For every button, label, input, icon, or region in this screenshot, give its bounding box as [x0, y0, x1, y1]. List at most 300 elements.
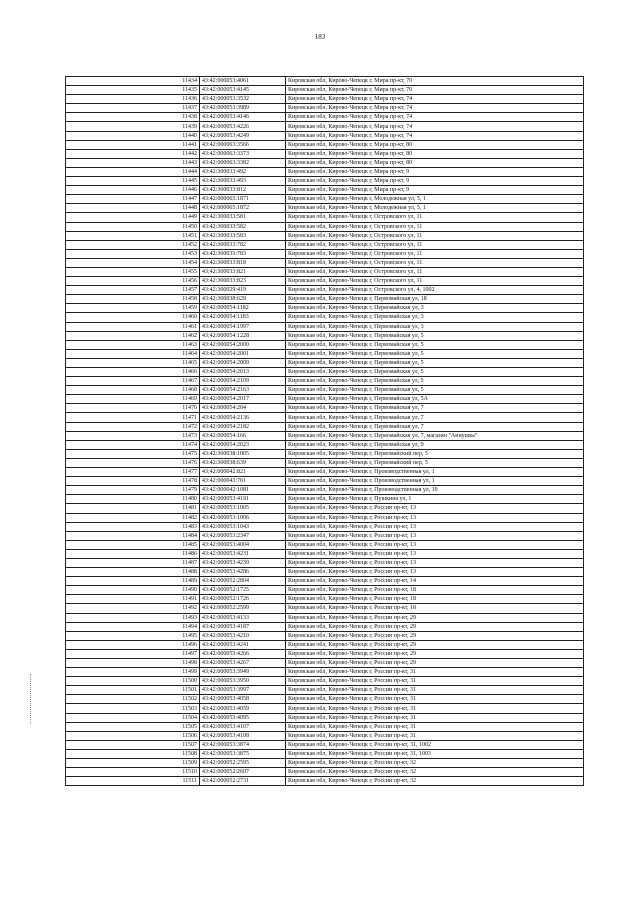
table-row	[66, 258, 584, 267]
address: Кировская обл, Кирово-Чепецк г, Первомайская ул, 18	[286, 295, 584, 304]
address: Кировская обл, Кирово-Чепецк г, России пр-кт, 31	[286, 722, 584, 731]
row-number: 11509	[66, 759, 200, 768]
row-number: 11441	[66, 140, 200, 149]
row-number: 11480	[66, 495, 200, 504]
cadastral-number: 43:42:000053:4286	[200, 568, 286, 577]
address: Кировская обл, Кирово-Чепецк г, Островского ул, 11	[286, 231, 584, 240]
row-number: 11446	[66, 186, 200, 195]
table-row	[66, 595, 584, 604]
table-row	[66, 668, 584, 677]
table-row	[66, 413, 584, 422]
cadastral-number: 43:42:000052:1726	[200, 595, 286, 604]
row-number: 11488	[66, 568, 200, 577]
row-number: 11440	[66, 131, 200, 140]
cadastral-number: 43:42:000053:3532	[200, 95, 286, 104]
row-number: 11442	[66, 149, 200, 158]
row-number: 11476	[66, 458, 200, 467]
table-row	[66, 140, 584, 149]
cadastral-number: 43:42:000052:2599	[200, 604, 286, 613]
address: Кировская обл, Кирово-Чепецк г, Первомайская ул, 7	[286, 413, 584, 422]
row-number: 11481	[66, 504, 200, 513]
table-row	[66, 313, 584, 322]
table-row	[66, 458, 584, 467]
cadastral-number: 43:42:300033:821	[200, 267, 286, 276]
table-row	[66, 522, 584, 531]
cadastral-number: 43:42:000054:2023	[200, 440, 286, 449]
cadastral-number: 43:42:000053:4239	[200, 558, 286, 567]
address: Кировская обл, Кирово-Чепецк г, Мира пр-кт, 70	[286, 77, 584, 86]
row-number: 11472	[66, 422, 200, 431]
address: Кировская обл, Кирово-Чепецк г, Островского ул, 11	[286, 277, 584, 286]
cadastral-number: 43:42:000054:1228	[200, 331, 286, 340]
row-number: 11474	[66, 440, 200, 449]
row-number: 11458	[66, 295, 200, 304]
address: Кировская обл, Кирово-Чепецк г, России пр-кт, 31, 1003	[286, 749, 584, 758]
cadastral-number: 43:42:000063:3566	[200, 140, 286, 149]
row-number: 11498	[66, 659, 200, 668]
table-row	[66, 340, 584, 349]
table-row	[66, 477, 584, 486]
cadastral-number: 43:42:000053:3875	[200, 749, 286, 758]
table-row	[66, 358, 584, 367]
cadastral-number: 43:42:000053:2347	[200, 531, 286, 540]
address: Кировская обл, Кирово-Чепецк г, Островского ул, 11	[286, 213, 584, 222]
row-number: 11500	[66, 677, 200, 686]
address: Кировская обл, Кирово-Чепецк г, Островского ул, 11	[286, 249, 584, 258]
address: Кировская обл, Кирово-Чепецк г, Первомайский пер, 5	[286, 458, 584, 467]
row-number: 11467	[66, 377, 200, 386]
address: Кировская обл, Кирово-Чепецк г, Первомайская ул, 5	[286, 349, 584, 358]
cadastral-number: 43:42:000052:2607	[200, 768, 286, 777]
table-row	[66, 540, 584, 549]
row-number: 11466	[66, 368, 200, 377]
row-number: 11477	[66, 468, 200, 477]
row-number: 11496	[66, 640, 200, 649]
address: Кировская обл, Кирово-Чепецк г, Островского ул, 11	[286, 267, 584, 276]
table-row	[66, 468, 584, 477]
table-row	[66, 731, 584, 740]
table-row	[66, 495, 584, 504]
cadastral-number: 43:42:300033:492	[200, 167, 286, 176]
cadastral-number: 43:42:000053:3874	[200, 740, 286, 749]
cadastral-number: 43:42:000053:4187	[200, 622, 286, 631]
cadastral-number: 43:42:300033:581	[200, 213, 286, 222]
row-number: 11511	[66, 777, 200, 786]
row-number: 11437	[66, 104, 200, 113]
cadastral-number: 43:42:000054:2001	[200, 349, 286, 358]
table-body	[66, 77, 584, 786]
address: Кировская обл, Кирово-Чепецк г, Мира пр-кт, 9	[286, 177, 584, 186]
table-row	[66, 640, 584, 649]
cadastral-number: 43:42:000053:4004	[200, 540, 286, 549]
table-row	[66, 95, 584, 104]
row-number: 11448	[66, 204, 200, 213]
row-number: 11492	[66, 604, 200, 613]
address: Кировская обл, Кирово-Чепецк г, Мира пр-кт, 74	[286, 113, 584, 122]
row-number: 11490	[66, 586, 200, 595]
address: Кировская обл, Кирово-Чепецк г, Молодежная ул, 5, 1	[286, 195, 584, 204]
address: Кировская обл, Кирово-Чепецк г, России пр-кт, 29	[286, 649, 584, 658]
row-number: 11510	[66, 768, 200, 777]
cadastral-number: 43:42:000053:4191	[200, 495, 286, 504]
cadastral-number: 43:42:300038:629	[200, 295, 286, 304]
address: Кировская обл, Кирово-Чепецк г, Первомайская ул, 5	[286, 331, 584, 340]
table-row	[66, 167, 584, 176]
row-number: 11507	[66, 740, 200, 749]
address: Кировская обл, Кирово-Чепецк г, России пр-кт, 13	[286, 504, 584, 513]
row-number: 11497	[66, 649, 200, 658]
cadastral-number: 43:42:000054:1997	[200, 322, 286, 331]
address: Кировская обл, Кирово-Чепецк г, России пр-кт, 18	[286, 595, 584, 604]
address: Кировская обл, Кирово-Чепецк г, России пр-кт, 31	[286, 677, 584, 686]
table-row	[66, 304, 584, 313]
address: Кировская обл, Кирово-Чепецк г, Мира пр-кт, 74	[286, 104, 584, 113]
address: Кировская обл, Кирово-Чепецк г, Мира пр-кт, 9	[286, 186, 584, 195]
table-row	[66, 249, 584, 258]
table-row	[66, 604, 584, 613]
row-number: 11439	[66, 122, 200, 131]
cadastral-number: 43:42:000053:4058	[200, 695, 286, 704]
cadastral-number: 43:42:000065:1871	[200, 195, 286, 204]
cadastral-number: 43:42:000053:4061	[200, 77, 286, 86]
cadastral-number: 43:42:000065:1872	[200, 204, 286, 213]
cadastral-number: 43:42:000053:1043	[200, 522, 286, 531]
cadastral-number: 43:42:000053:4226	[200, 122, 286, 131]
row-number: 11453	[66, 249, 200, 258]
row-number: 11459	[66, 304, 200, 313]
cadastral-number: 43:42:000052:2731	[200, 777, 286, 786]
table-row	[66, 286, 584, 295]
table-row	[66, 295, 584, 304]
address: Кировская обл, Кирово-Чепецк г, России пр-кт, 29	[286, 613, 584, 622]
cadastral-number: 43:42:300033:823	[200, 277, 286, 286]
table-row	[66, 768, 584, 777]
cadastral-number: 43:42:000053:3950	[200, 677, 286, 686]
row-number: 11468	[66, 386, 200, 395]
cadastral-number: 43:42:000053:3949	[200, 668, 286, 677]
table-row	[66, 486, 584, 495]
table-row	[66, 113, 584, 122]
property-register-table	[65, 76, 584, 786]
address: Кировская обл, Кирово-Чепецк г, Первомайская ул, 5	[286, 358, 584, 367]
address: Кировская обл, Кирово-Чепецк г, Первомайская ул, 5А	[286, 395, 584, 404]
table-row	[66, 686, 584, 695]
row-number: 11461	[66, 322, 200, 331]
table-row	[66, 777, 584, 786]
row-number: 11438	[66, 113, 200, 122]
row-number: 11443	[66, 158, 200, 167]
cadastral-number: 43:42:000053:4267	[200, 659, 286, 668]
row-number: 11470	[66, 404, 200, 413]
table-row	[66, 404, 584, 413]
row-number: 11451	[66, 231, 200, 240]
row-number: 11450	[66, 222, 200, 231]
row-number: 11493	[66, 613, 200, 622]
address: Кировская обл, Кирово-Чепецк г, России пр-кт, 31, 1002	[286, 740, 584, 749]
row-number: 11494	[66, 622, 200, 631]
row-number: 11469	[66, 395, 200, 404]
table-row	[66, 749, 584, 758]
row-number: 11486	[66, 549, 200, 558]
address: Кировская обл, Кирово-Чепецк г, России пр-кт, 29	[286, 622, 584, 631]
row-number: 11482	[66, 513, 200, 522]
cadastral-number: 43:42:000053:4231	[200, 549, 286, 558]
cadastral-number: 43:42:000052:2804	[200, 577, 286, 586]
address: Кировская обл, Кирово-Чепецк г, России пр-кт, 13	[286, 522, 584, 531]
address: Кировская обл, Кирово-Чепецк г, Первомайский пер, 5	[286, 449, 584, 458]
cadastral-number: 43:42:300033:493	[200, 177, 286, 186]
cadastral-number: 43:42:000054:2182	[200, 422, 286, 431]
cadastral-number: 43:42:000053:3989	[200, 104, 286, 113]
table-row	[66, 131, 584, 140]
row-number: 11499	[66, 668, 200, 677]
address: Кировская обл, Кирово-Чепецк г, Мира пр-кт, 74	[286, 131, 584, 140]
table-row	[66, 622, 584, 631]
address: Кировская обл, Кирово-Чепецк г, Мира пр-кт, 74	[286, 122, 584, 131]
row-number: 11505	[66, 722, 200, 731]
address: Кировская обл, Кирово-Чепецк г, Мира пр-кт, 70	[286, 86, 584, 95]
table-row	[66, 86, 584, 95]
row-number: 11460	[66, 313, 200, 322]
row-number: 11483	[66, 522, 200, 531]
cadastral-number: 43:42:000063:3382	[200, 158, 286, 167]
table-row	[66, 267, 584, 276]
address: Кировская обл, Кирово-Чепецк г, России пр-кт, 13	[286, 558, 584, 567]
table-row	[66, 195, 584, 204]
row-number: 11473	[66, 431, 200, 440]
row-number: 11501	[66, 686, 200, 695]
cadastral-number: 43:42:300029:419	[200, 286, 286, 295]
cadastral-number: 43:42:000042:1081	[200, 486, 286, 495]
cadastral-number: 43:42:300038:639	[200, 458, 286, 467]
cadastral-number: 43:42:300033:812	[200, 186, 286, 195]
row-number: 11489	[66, 577, 200, 586]
margin-mark	[30, 674, 34, 724]
address: Кировская обл, Кирово-Чепецк г, России пр-кт, 32	[286, 777, 584, 786]
cadastral-number: 43:42:000054:204	[200, 404, 286, 413]
address: Кировская обл, Кирово-Чепецк г, Молодежная ул, 5, 1	[286, 204, 584, 213]
cadastral-number: 43:42:000054:2163	[200, 386, 286, 395]
cadastral-number: 43:42:300033:783	[200, 249, 286, 258]
address: Кировская обл, Кирово-Чепецк г, Мира пр-кт, 74	[286, 95, 584, 104]
cadastral-number: 43:42:000053:4210	[200, 631, 286, 640]
row-number: 11508	[66, 749, 200, 758]
address: Кировская обл, Кирово-Чепецк г, России пр-кт, 18	[286, 586, 584, 595]
row-number: 11444	[66, 167, 200, 176]
address: Кировская обл, Кирово-Чепецк г, Пушкина ул, 1	[286, 495, 584, 504]
cadastral-number: 43:42:000053:3997	[200, 686, 286, 695]
table-row	[66, 231, 584, 240]
page-number: 183	[314, 33, 326, 41]
row-number: 11445	[66, 177, 200, 186]
table-row	[66, 77, 584, 86]
table-row	[66, 277, 584, 286]
address: Кировская обл, Кирово-Чепецк г, Первомайская ул, 3	[286, 304, 584, 313]
cadastral-number: 43:42:300033:583	[200, 231, 286, 240]
table-row	[66, 631, 584, 640]
table-row	[66, 613, 584, 622]
cadastral-number: 43:42:000043:701	[200, 477, 286, 486]
table-row	[66, 240, 584, 249]
row-number: 11435	[66, 86, 200, 95]
cadastral-number: 43:42:000053:4133	[200, 613, 286, 622]
table-row	[66, 386, 584, 395]
table-row	[66, 431, 584, 440]
address: Кировская обл, Кирово-Чепецк г, Производственная ул, 1	[286, 468, 584, 477]
row-number: 11464	[66, 349, 200, 358]
table-row	[66, 331, 584, 340]
table-row	[66, 577, 584, 586]
address: Кировская обл, Кирово-Чепецк г, Первомайская ул, 5	[286, 377, 584, 386]
address: Кировская обл, Кирово-Чепецк г, Первомайская ул, 7	[286, 404, 584, 413]
table-row	[66, 158, 584, 167]
table-row	[66, 722, 584, 731]
address: Кировская обл, Кирово-Чепецк г, Мира пр-кт, 9	[286, 167, 584, 176]
address: Кировская обл, Кирово-Чепецк г, Мира пр-кт, 80	[286, 149, 584, 158]
table-row	[66, 659, 584, 668]
table-row	[66, 177, 584, 186]
table-row	[66, 149, 584, 158]
row-number: 11478	[66, 477, 200, 486]
table-row	[66, 377, 584, 386]
address: Кировская обл, Кирово-Чепецк г, России пр-кт, 29	[286, 659, 584, 668]
cadastral-number: 43:42:000053:4095	[200, 713, 286, 722]
row-number: 11463	[66, 340, 200, 349]
row-number: 11506	[66, 731, 200, 740]
row-number: 11447	[66, 195, 200, 204]
address: Кировская обл, Кирово-Чепецк г, России пр-кт, 31	[286, 731, 584, 740]
cadastral-number: 43:42:300033:818	[200, 258, 286, 267]
address: Кировская обл, Кирово-Чепецк г, России пр-кт, 13	[286, 540, 584, 549]
table-row	[66, 549, 584, 558]
address: Кировская обл, Кирово-Чепецк г, России пр-кт, 18	[286, 604, 584, 613]
row-number: 11504	[66, 713, 200, 722]
row-number: 11495	[66, 631, 200, 640]
address: Кировская обл, Кирово-Чепецк г, России пр-кт, 32	[286, 759, 584, 768]
cadastral-number: 43:42:300033:582	[200, 222, 286, 231]
address: Кировская обл, Кирово-Чепецк г, России пр-кт, 13	[286, 568, 584, 577]
table-row	[66, 395, 584, 404]
row-number: 11454	[66, 258, 200, 267]
address: Кировская обл, Кирово-Чепецк г, России пр-кт, 31	[286, 695, 584, 704]
row-number: 11491	[66, 595, 200, 604]
cadastral-number: 43:42:000052:2595	[200, 759, 286, 768]
cadastral-number: 43:42:000053:4266	[200, 649, 286, 658]
row-number: 11471	[66, 413, 200, 422]
row-number: 11434	[66, 77, 200, 86]
cadastral-number: 43:42:000054:2017	[200, 395, 286, 404]
cadastral-number: 43:42:000054:2136	[200, 413, 286, 422]
cadastral-number: 43:42:000054:2000	[200, 340, 286, 349]
row-number: 11475	[66, 449, 200, 458]
table-row	[66, 104, 584, 113]
row-number: 11479	[66, 486, 200, 495]
address: Кировская обл, Кирово-Чепецк г, Островского ул, 11	[286, 258, 584, 267]
cadastral-number: 43:42:300038:1005	[200, 449, 286, 458]
row-number: 11456	[66, 277, 200, 286]
table-row	[66, 558, 584, 567]
cadastral-number: 43:42:000054:2109	[200, 377, 286, 386]
address: Кировская обл, Кирово-Чепецк г, России пр-кт, 13	[286, 531, 584, 540]
table-row	[66, 322, 584, 331]
table-row	[66, 740, 584, 749]
address: Кировская обл, Кирово-Чепецк г, Производственная ул, 1	[286, 477, 584, 486]
row-number: 11503	[66, 704, 200, 713]
address: Кировская обл, Кирово-Чепецк г, Первомайская ул, 9	[286, 440, 584, 449]
cadastral-number: 43:42:000054:2013	[200, 368, 286, 377]
cadastral-number: 43:42:000053:4059	[200, 704, 286, 713]
cadastral-number: 43:42:000054:1183	[200, 313, 286, 322]
table-row	[66, 422, 584, 431]
table-row	[66, 568, 584, 577]
table-row	[66, 440, 584, 449]
address: Кировская обл, Кирово-Чепецк г, Первомайская ул, 7, магазин "Аннушка"	[286, 431, 584, 440]
cadastral-number: 43:42:000053:4108	[200, 731, 286, 740]
address: Кировская обл, Кирово-Чепецк г, Первомайская ул, 5	[286, 340, 584, 349]
row-number: 11452	[66, 240, 200, 249]
cadastral-number: 43:42:000042:821	[200, 468, 286, 477]
address: Кировская обл, Кирово-Чепецк г, России пр-кт, 13	[286, 549, 584, 558]
table-row	[66, 513, 584, 522]
table-row	[66, 704, 584, 713]
address: Кировская обл, Кирово-Чепецк г, России пр-кт, 31	[286, 668, 584, 677]
table-row	[66, 677, 584, 686]
row-number: 11436	[66, 95, 200, 104]
cadastral-number: 43:42:300033:782	[200, 240, 286, 249]
address: Кировская обл, Кирово-Чепецк г, России пр-кт, 31	[286, 704, 584, 713]
cadastral-number: 43:42:000052:1725	[200, 586, 286, 595]
address: Кировская обл, Кирово-Чепецк г, Мира пр-кт, 80	[286, 158, 584, 167]
table-row	[66, 713, 584, 722]
table-row	[66, 186, 584, 195]
address: Кировская обл, Кирово-Чепецк г, Первомайская ул, 3	[286, 322, 584, 331]
table-row	[66, 531, 584, 540]
address: Кировская обл, Кирово-Чепецк г, Первомайская ул, 3	[286, 313, 584, 322]
address: Кировская обл, Кирово-Чепецк г, России пр-кт, 14	[286, 577, 584, 586]
table-row	[66, 449, 584, 458]
cadastral-number: 43:42:000053:4146	[200, 113, 286, 122]
row-number: 11484	[66, 531, 200, 540]
cadastral-number: 43:42:000053:4107	[200, 722, 286, 731]
address: Кировская обл, Кирово-Чепецк г, Мира пр-кт, 80	[286, 140, 584, 149]
table-row	[66, 204, 584, 213]
address: Кировская обл, Кирово-Чепецк г, России пр-кт, 31	[286, 713, 584, 722]
address: Кировская обл, Кирово-Чепецк г, Первомайская ул, 5	[286, 368, 584, 377]
cadastral-number: 43:42:000053:4249	[200, 131, 286, 140]
cadastral-number: 43:42:000053:4241	[200, 640, 286, 649]
table-row	[66, 122, 584, 131]
address: Кировская обл, Кирово-Чепецк г, России пр-кт, 29	[286, 640, 584, 649]
cadastral-number: 43:42:000063:3373	[200, 149, 286, 158]
table-row	[66, 349, 584, 358]
row-number: 11485	[66, 540, 200, 549]
address: Кировская обл, Кирово-Чепецк г, Первомайская ул, 5	[286, 386, 584, 395]
table-row	[66, 368, 584, 377]
table-row	[66, 759, 584, 768]
table-row	[66, 222, 584, 231]
cadastral-number: 43:42:000054:2009	[200, 358, 286, 367]
address: Кировская обл, Кирово-Чепецк г, Островского ул, 11	[286, 240, 584, 249]
row-number: 11465	[66, 358, 200, 367]
table-row	[66, 586, 584, 595]
row-number: 11502	[66, 695, 200, 704]
cadastral-number: 43:42:000053:1005	[200, 504, 286, 513]
row-number: 11449	[66, 213, 200, 222]
cadastral-number: 43:42:000053:4145	[200, 86, 286, 95]
table-row	[66, 695, 584, 704]
address: Кировская обл, Кирово-Чепецк г, Производственная ул, 10	[286, 486, 584, 495]
address: Кировская обл, Кирово-Чепецк г, России пр-кт, 13	[286, 513, 584, 522]
